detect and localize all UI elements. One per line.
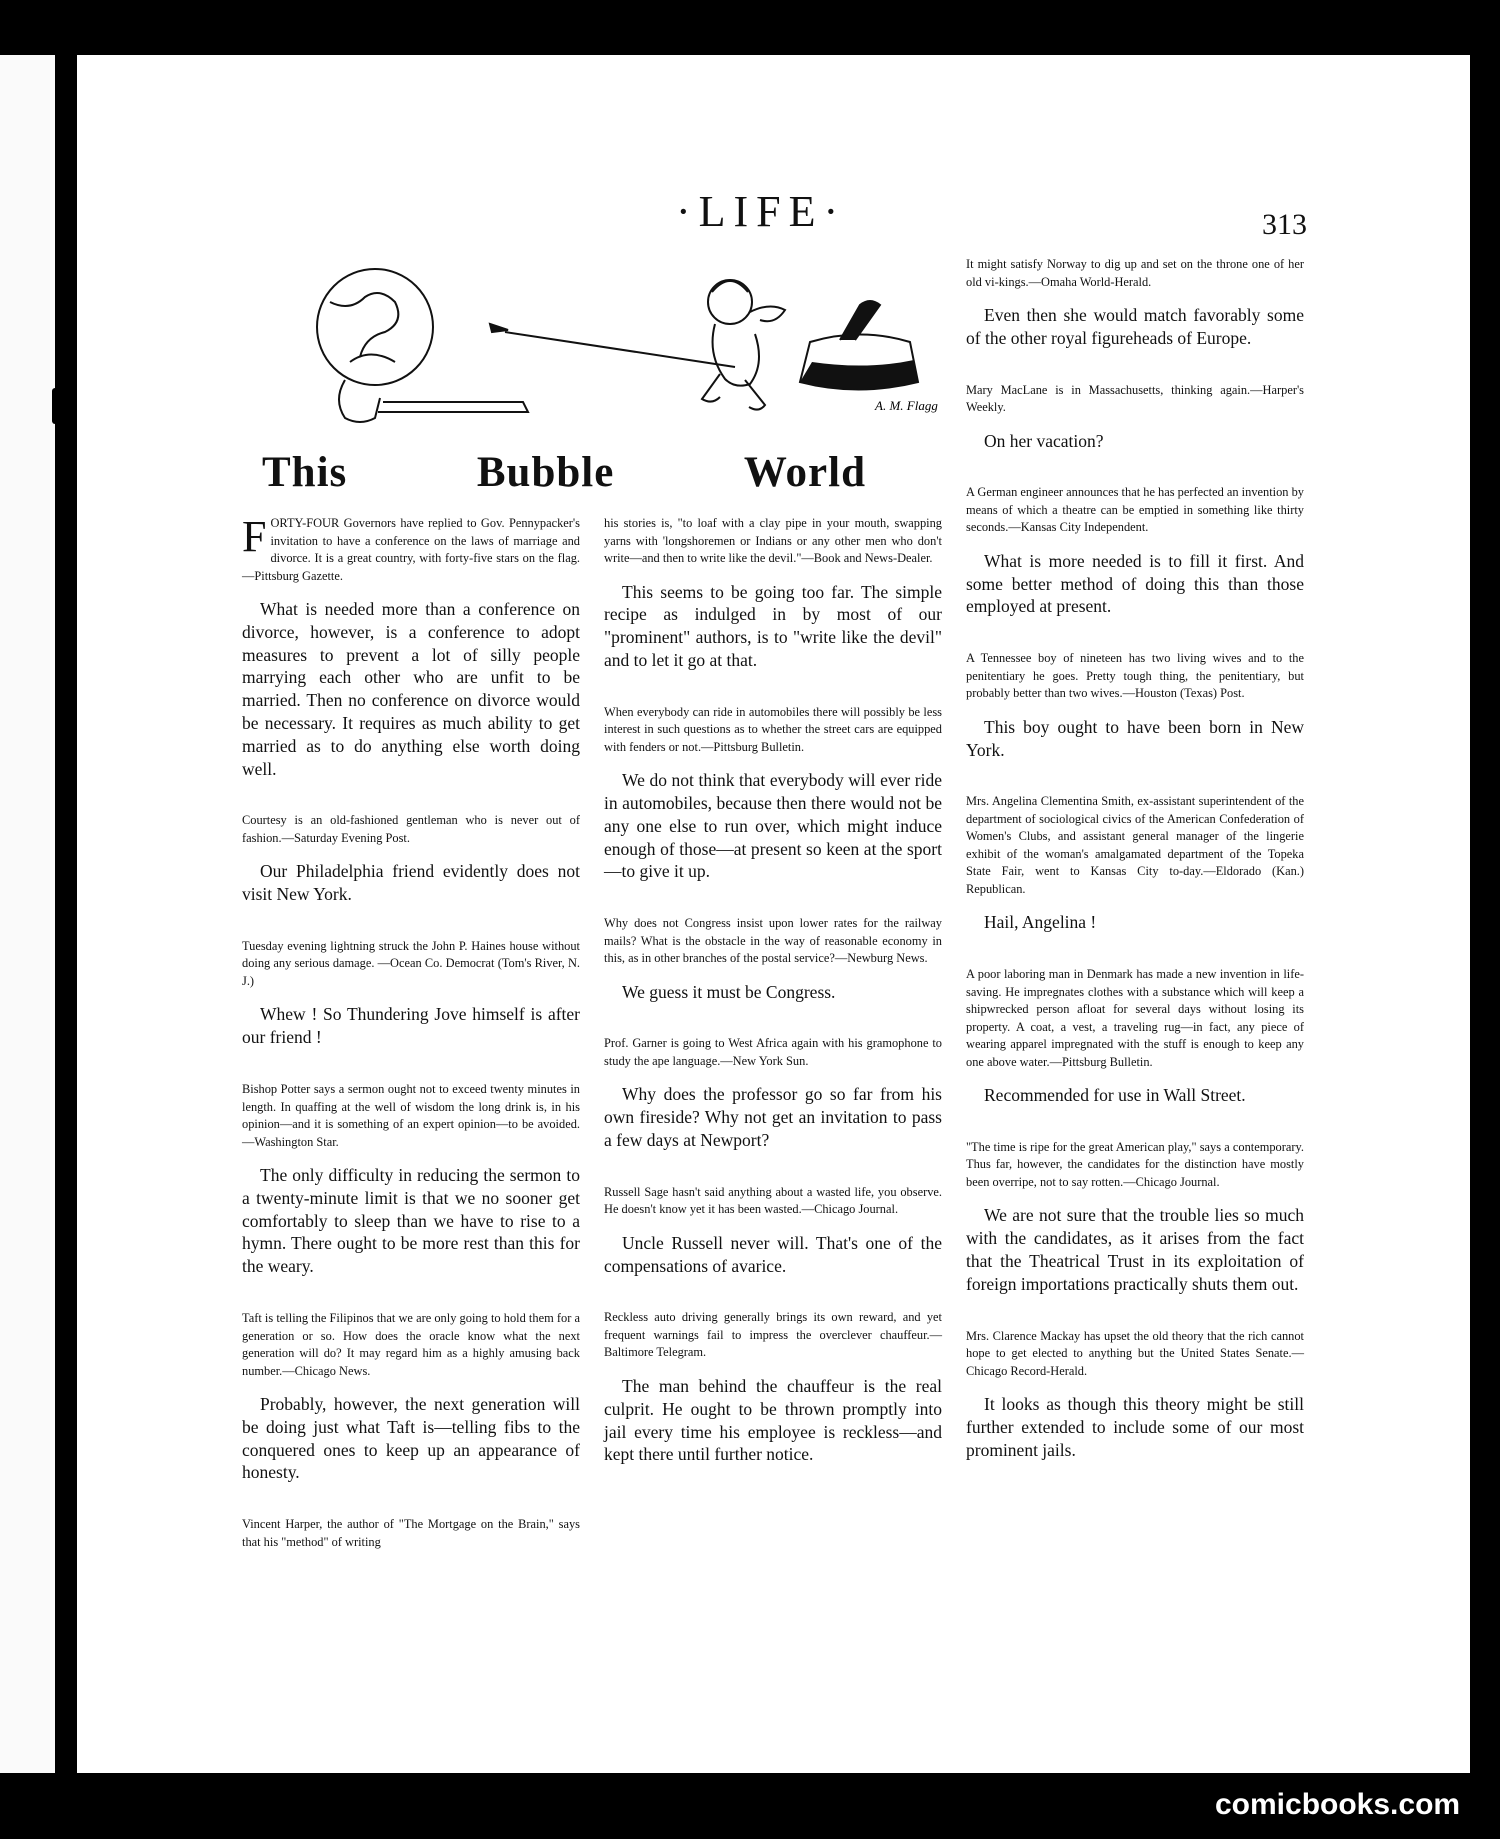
editorial-comment: We are not sure that the trouble lies so much with the candidates, as it arises from the fact that the Theatrical Trust in its exploitation of foreign importations practically shuts them out. [966, 1205, 1304, 1294]
editorial-comment: Even then she would match favorably some of the other royal figureheads of Europe. [966, 305, 1304, 348]
news-clipping [604, 1309, 942, 1362]
title-word-3: World [743, 449, 866, 496]
editorial-comment: Whew ! So Thundering Jove himself is after our friend ! [242, 1004, 580, 1048]
news-clipping [242, 1516, 580, 1551]
news-clipping [604, 515, 942, 568]
editorial-comment: Uncle Russell never will. That's one of the compensations of avarice. [604, 1232, 942, 1276]
clipping-text: Taft is telling the Filipinos that we are only going to hold them for a generation or so. How does the oracle know what the next generation will do? It may regard him as a highly amusing back number.—Chicago News. [242, 1311, 580, 1378]
clipping-text: A German engineer announces that he has perfected an invention by means of which a theatre can be emptied in something like thirty seconds.—Kansas City Independent. [966, 485, 1304, 535]
news-clipping [604, 704, 942, 757]
editorial-comment: What is more needed is to fill it first. And some better method of doing this than those employed at present. [966, 550, 1304, 617]
clipping-text: Prof. Garner is going to West Africa again with his gramophone to study the ape language.—New York Sun. [604, 1036, 942, 1068]
clipping-text: Russell Sage hasn't said anything about a wasted life, you observe. He doesn't know yet it has been wasted.—Chicago Journal. [604, 1184, 942, 1217]
clipping-text: Mrs. Angelina Clementina Smith, ex-assistant superintendent of the department of sociological civics of the American Confederation of Women's Clubs, and assistant general manager of the lingerie exhibit of the woman's amalgamated department of the Topeka State Fair, went to Kansas City to-day.—Eldorado (Kan.) Republican. [966, 794, 1304, 896]
editorial-comment: On her vacation? [984, 430, 1104, 451]
clipping-text: When everybody can ride in automobiles there will possibly be less interest in such questions as to whether the street cars are equipped with fenders or not.—Pittsburg Bulletin. [604, 704, 942, 754]
book-spine [0, 55, 55, 1773]
news-clipping [604, 1184, 942, 1219]
editorial-comment: This boy ought to have been born in New York. [966, 716, 1304, 760]
masthead: ·LIFE· [676, 187, 847, 236]
news-clipping [966, 966, 1304, 1071]
editorial-comment: What is needed more than a conference on divorce, however, is a conference to adopt measures to prevent a lot of silly people marrying each other who are unfit to be married. Then no conference on divorce would be necessary. It requires as much ability to get married as to do anything else worth doing well. [242, 599, 580, 779]
editorial-comment: This seems to be going too far. The simple recipe as indulged in by most of our "prominent" authors, is to "write like the devil" and to let it go at that. [604, 581, 942, 670]
news-clipping [966, 484, 1304, 537]
editorial-comment: Probably, however, the next generation will be doing just what Taft is—telling fibs to the conquered ones to keep up an appearance of honesty. [242, 1394, 580, 1483]
column-1 [242, 512, 580, 1564]
page-number: 313 [1262, 208, 1307, 241]
news-clipping [966, 1139, 1304, 1192]
news-clipping [966, 256, 1304, 291]
editorial-comment: The man behind the chauffeur is the real culprit. He ought to be thrown promptly into jail every time his employee is reckless—and kept there until further notice. [604, 1375, 942, 1465]
clipping-text: It might satisfy Norway to dig up and set on the throne one of her old vi-kings.—Omaha World-Herald. [966, 257, 1304, 289]
feature-title [262, 448, 866, 497]
gutter-shadow [55, 55, 77, 1773]
news-clipping [242, 938, 580, 991]
news-clipping [604, 1035, 942, 1070]
clipping-text: Why does not Congress insist upon lower rates for the railway mails? What is the obstacle in the way of reasonable economy in this, as in other branches of the postal service?—Newburg News. [604, 916, 942, 966]
clipping-text: Reckless auto driving generally brings its own reward, and yet frequent warnings fail to impress the overclever chauffeur.—Baltimore Telegram. [604, 1310, 942, 1360]
column-3 [966, 256, 1304, 1494]
clipping-text: Mrs. Clarence Mackay has upset the old theory that the rich cannot hope to get elected to anything but the United States Senate.—Chicago Record-Herald. [966, 1328, 1304, 1378]
clipping-text: ORTY-FOUR Governors have replied to Gov. Pennypacker's invitation to have a conference on the laws of marriage and divorce. It is a great country, with forty-five stars on the flag.—Pittsburg Gazette. [242, 516, 580, 583]
editorial-comment: We do not think that everybody will ever ride in automobiles, because then there would not be any one else to run over, which might induce enough of those—at present so keen at the sport—to give it up. [604, 770, 942, 882]
news-clipping [242, 1310, 580, 1380]
news-clipping [966, 382, 1304, 417]
editorial-comment: Our Philadelphia friend evidently does not visit New York. [242, 861, 580, 905]
clipping-text: "The time is ripe for the great American play," says a contemporary. Thus far, however, the candidates for the distinction have mostly been overripe, not to say rotten.—Chicago Journal. [966, 1139, 1304, 1189]
editorial-comment: Recommended for use in Wall Street. [984, 1085, 1246, 1106]
editorial-comment: Why does the professor go so far from his own fireside? Why not get an invitation to pass a few days at Newport? [604, 1084, 942, 1151]
clipping-text: Courtesy is an old-fashioned gentleman who is never out of fashion.—Saturday Evening Post. [242, 813, 580, 845]
news-clipping [242, 512, 580, 585]
artist-signature: A. M. Flagg [875, 398, 938, 413]
editorial-comment: Hail, Angelina ! [984, 912, 1097, 933]
clipping-text: Bishop Potter says a sermon ought not to exceed twenty minutes in length. In quaffing at the well of wisdom the long drink is, in his opinion—and it is something of an expert opinion—to be avoided.—Washington Star. [242, 1082, 580, 1149]
editorial-comment: The only difficulty in reducing the sermon to a twenty-minute limit is that we no sooner get comfortably to sleep than we have to rise to a hymn. There ought to be more rest than this for the weary. [242, 1165, 580, 1277]
cherub-pen-inkwell-globe-pipe-illustration [300, 262, 950, 462]
editorial-comment: It looks as though this theory might be still further extended to include some of our most prominent jails. [966, 1394, 1304, 1460]
title-word-2: Bubble [476, 449, 615, 496]
news-clipping [966, 793, 1304, 898]
watermark: comicbooks.com [1215, 1788, 1461, 1821]
editorial-comment: We guess it must be Congress. [622, 981, 836, 1002]
title-word-1: This [262, 449, 348, 496]
news-clipping [604, 915, 942, 968]
clipping-text: A Tennessee boy of nineteen has two living wives and to the penitentiary he goes. Pretty tough thing, the penitentiary, but probably better than two wives.—Houston (Texas) Post. [966, 651, 1304, 701]
news-clipping [966, 650, 1304, 703]
news-clipping [242, 1081, 580, 1151]
binding-mark [52, 388, 66, 424]
clipping-text: his stories is, "to loaf with a clay pipe in your mouth, swapping yarns with 'longshoremen or Indians or any other men who don't write—and then to write like the devil."—Book and News-Dealer. [604, 516, 942, 565]
news-clipping [242, 812, 580, 847]
clipping-text: Vincent Harper, the author of "The Mortgage on the Brain," says that his "method" of writing [242, 1517, 580, 1549]
drop-cap: F [242, 512, 267, 561]
clipping-text: Tuesday evening lightning struck the John P. Haines house without doing any serious damage. —Ocean Co. Democrat (Tom's River, N. J.) [242, 938, 580, 988]
news-clipping [966, 1328, 1304, 1381]
clipping-text: A poor laboring man in Denmark has made a new invention in life-saving. He impregnates clothes with a substance which will keep a shipwrecked person afloat for several days without losing its property. A coat, a vest, a traveling rug—in fact, any piece of wearing apparel impregnated with the stuff is enough to keep any one above water.—Pittsburg Bulletin. [966, 967, 1304, 1069]
column-2 [604, 515, 942, 1498]
clipping-text: Mary MacLane is in Massachusetts, thinking again.—Harper's Weekly. [966, 382, 1304, 415]
